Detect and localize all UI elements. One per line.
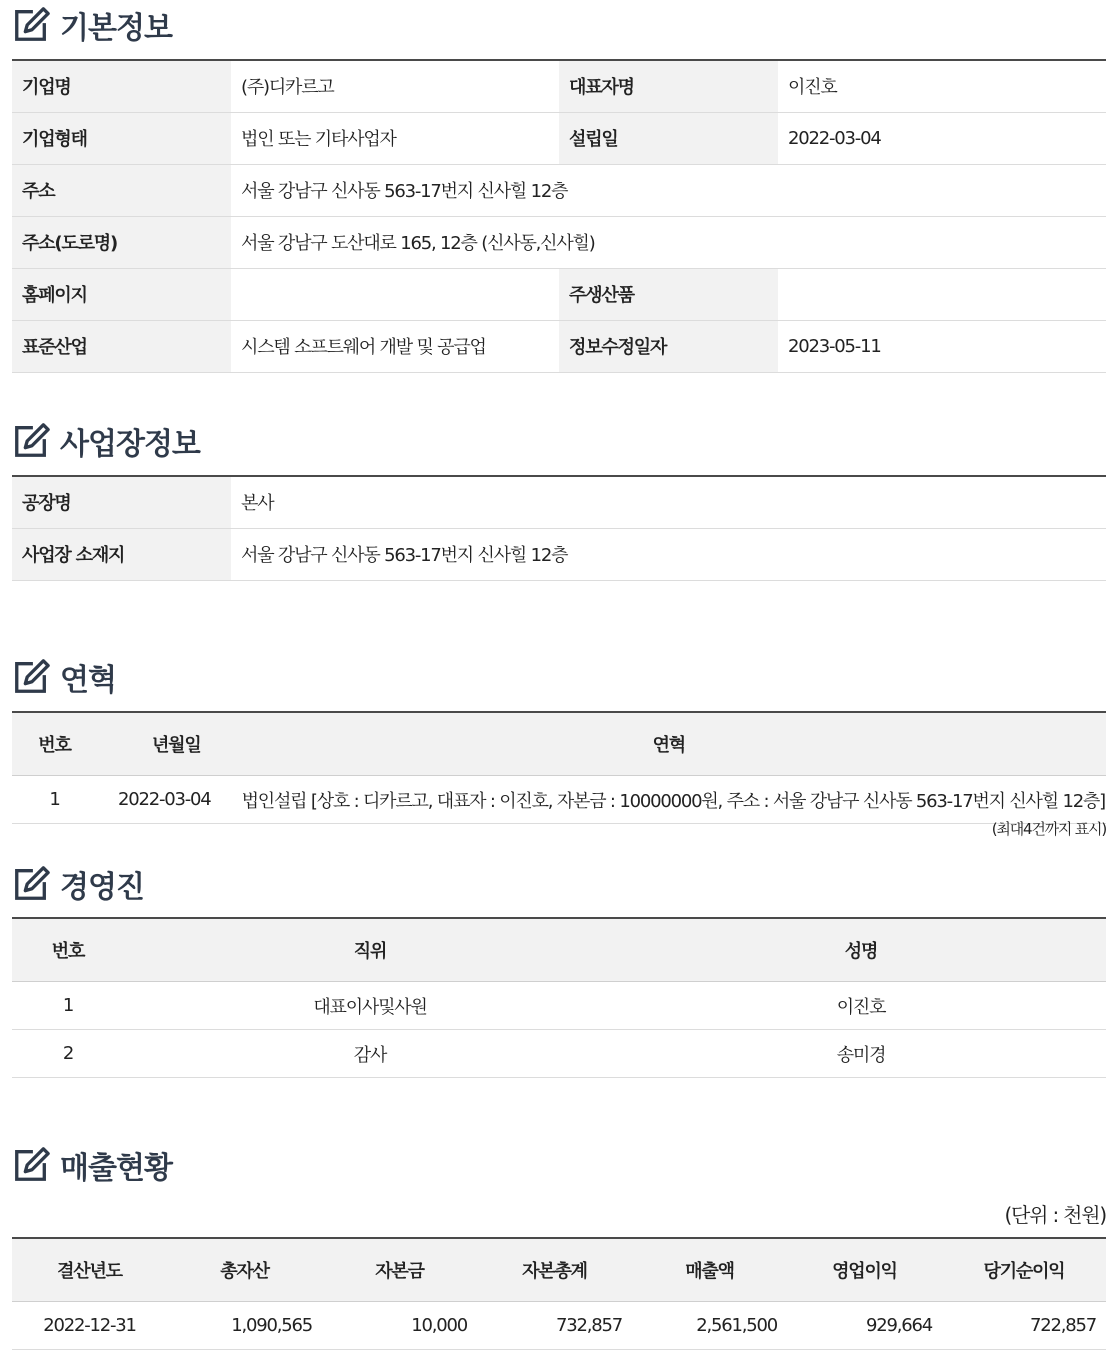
value-road-address: 서울 강남구 도산대로 165, 12층 (신사동,신사힐) <box>231 216 1106 268</box>
value-site-location: 서울 강남구 신사동 563-17번지 신사힐 12층 <box>231 528 1106 580</box>
cell-position: 대표이사및사원 <box>124 982 616 1030</box>
col-net-income: 당기순이익 <box>942 1238 1106 1302</box>
cell-operating-income: 929,664 <box>787 1302 942 1350</box>
section-sales-title: 매출현황 <box>12 1145 172 1185</box>
table-header <box>12 918 1106 982</box>
cell-total-assets: 1,090,565 <box>167 1302 322 1350</box>
label-main-product: 주생산품 <box>559 268 778 320</box>
label-address: 주소 <box>12 164 231 216</box>
edit-icon <box>12 658 50 696</box>
section-basic-title: 기본정보 <box>12 5 172 45</box>
history-note: (최대4건까지 표시) <box>991 820 1106 838</box>
table-row <box>12 476 1106 528</box>
table-row <box>12 112 1106 164</box>
table-row <box>12 776 1106 824</box>
table-row <box>12 164 1106 216</box>
sales-unit: (단위 : 천원) <box>1004 1203 1106 1227</box>
col-no: 번호 <box>12 918 124 982</box>
cell-history: 법인설립 [상호 : 디카르고, 대표자 : 이진호, 자본금 : 10000000원, 주소 : 서울 강남구 신사동 563-17번지 신사힐 12층] <box>232 776 1106 824</box>
table-header <box>12 712 1106 776</box>
section-mgmt-title: 경영진 <box>12 864 144 904</box>
label-company-type: 기업형태 <box>12 112 231 164</box>
value-main-product <box>778 268 1106 320</box>
table-row <box>12 320 1106 372</box>
value-updated: 2023-05-11 <box>778 320 1106 372</box>
cell-no: 2 <box>12 1030 124 1078</box>
cell-net-income: 722,857 <box>942 1302 1106 1350</box>
cell-revenue: 2,561,500 <box>632 1302 787 1350</box>
table-row <box>12 1302 1106 1350</box>
table-header <box>12 1238 1106 1302</box>
sales-table <box>12 1237 1106 1350</box>
col-fiscal-date: 결산년도 <box>12 1238 167 1302</box>
basic-info-table <box>12 59 1106 373</box>
value-homepage[interactable] <box>231 268 559 320</box>
col-revenue: 매출액 <box>632 1238 787 1302</box>
col-history: 연혁 <box>232 712 1106 776</box>
value-address: 서울 강남구 신사동 563-17번지 신사힐 12층 <box>231 164 1106 216</box>
value-company-name: (주)디카르고 <box>231 60 559 112</box>
col-total-assets: 총자산 <box>167 1238 322 1302</box>
table-row <box>12 60 1106 112</box>
section-history-title: 연혁 <box>12 657 116 697</box>
value-ceo: 이진호 <box>778 60 1106 112</box>
site-info-table <box>12 475 1106 581</box>
value-industry: 시스템 소프트웨어 개발 및 공급업 <box>231 320 559 372</box>
col-name: 성명 <box>616 918 1106 982</box>
label-factory: 공장명 <box>12 476 231 528</box>
cell-capital: 10,000 <box>322 1302 477 1350</box>
table-row <box>12 982 1106 1030</box>
cell-total-equity: 732,857 <box>477 1302 632 1350</box>
table-row <box>12 528 1106 580</box>
cell-position: 감사 <box>124 1030 616 1078</box>
edit-icon <box>12 422 50 460</box>
label-road-address: 주소(도로명) <box>12 216 231 268</box>
management-table <box>12 917 1106 1078</box>
label-ceo: 대표자명 <box>559 60 778 112</box>
label-company-name: 기업명 <box>12 60 231 112</box>
label-homepage: 홈페이지 <box>12 268 231 320</box>
edit-icon <box>12 6 50 44</box>
label-updated: 정보수정일자 <box>559 320 778 372</box>
col-position: 직위 <box>124 918 616 982</box>
section-site-title: 사업장정보 <box>12 421 200 461</box>
cell-name: 이진호 <box>616 982 1106 1030</box>
cell-fiscal-date: 2022-12-31 <box>12 1302 167 1350</box>
edit-icon <box>12 1146 50 1184</box>
edit-icon <box>12 865 50 903</box>
col-total-equity: 자본총계 <box>477 1238 632 1302</box>
table-row <box>12 268 1106 320</box>
col-date: 년월일 <box>97 712 232 776</box>
table-row <box>12 216 1106 268</box>
cell-no: 1 <box>12 982 124 1030</box>
value-company-type: 법인 또는 기타사업자 <box>231 112 559 164</box>
cell-name: 송미경 <box>616 1030 1106 1078</box>
label-founded: 설립일 <box>559 112 778 164</box>
label-industry: 표준산업 <box>12 320 231 372</box>
cell-date: 2022-03-04 <box>97 776 232 824</box>
value-founded: 2022-03-04 <box>778 112 1106 164</box>
cell-no: 1 <box>12 776 97 824</box>
label-site-location: 사업장 소재지 <box>12 528 231 580</box>
value-factory: 본사 <box>231 476 1106 528</box>
history-table <box>12 711 1106 824</box>
col-operating-income: 영업이익 <box>787 1238 942 1302</box>
table-row <box>12 1030 1106 1078</box>
col-capital: 자본금 <box>322 1238 477 1302</box>
col-no: 번호 <box>12 712 97 776</box>
